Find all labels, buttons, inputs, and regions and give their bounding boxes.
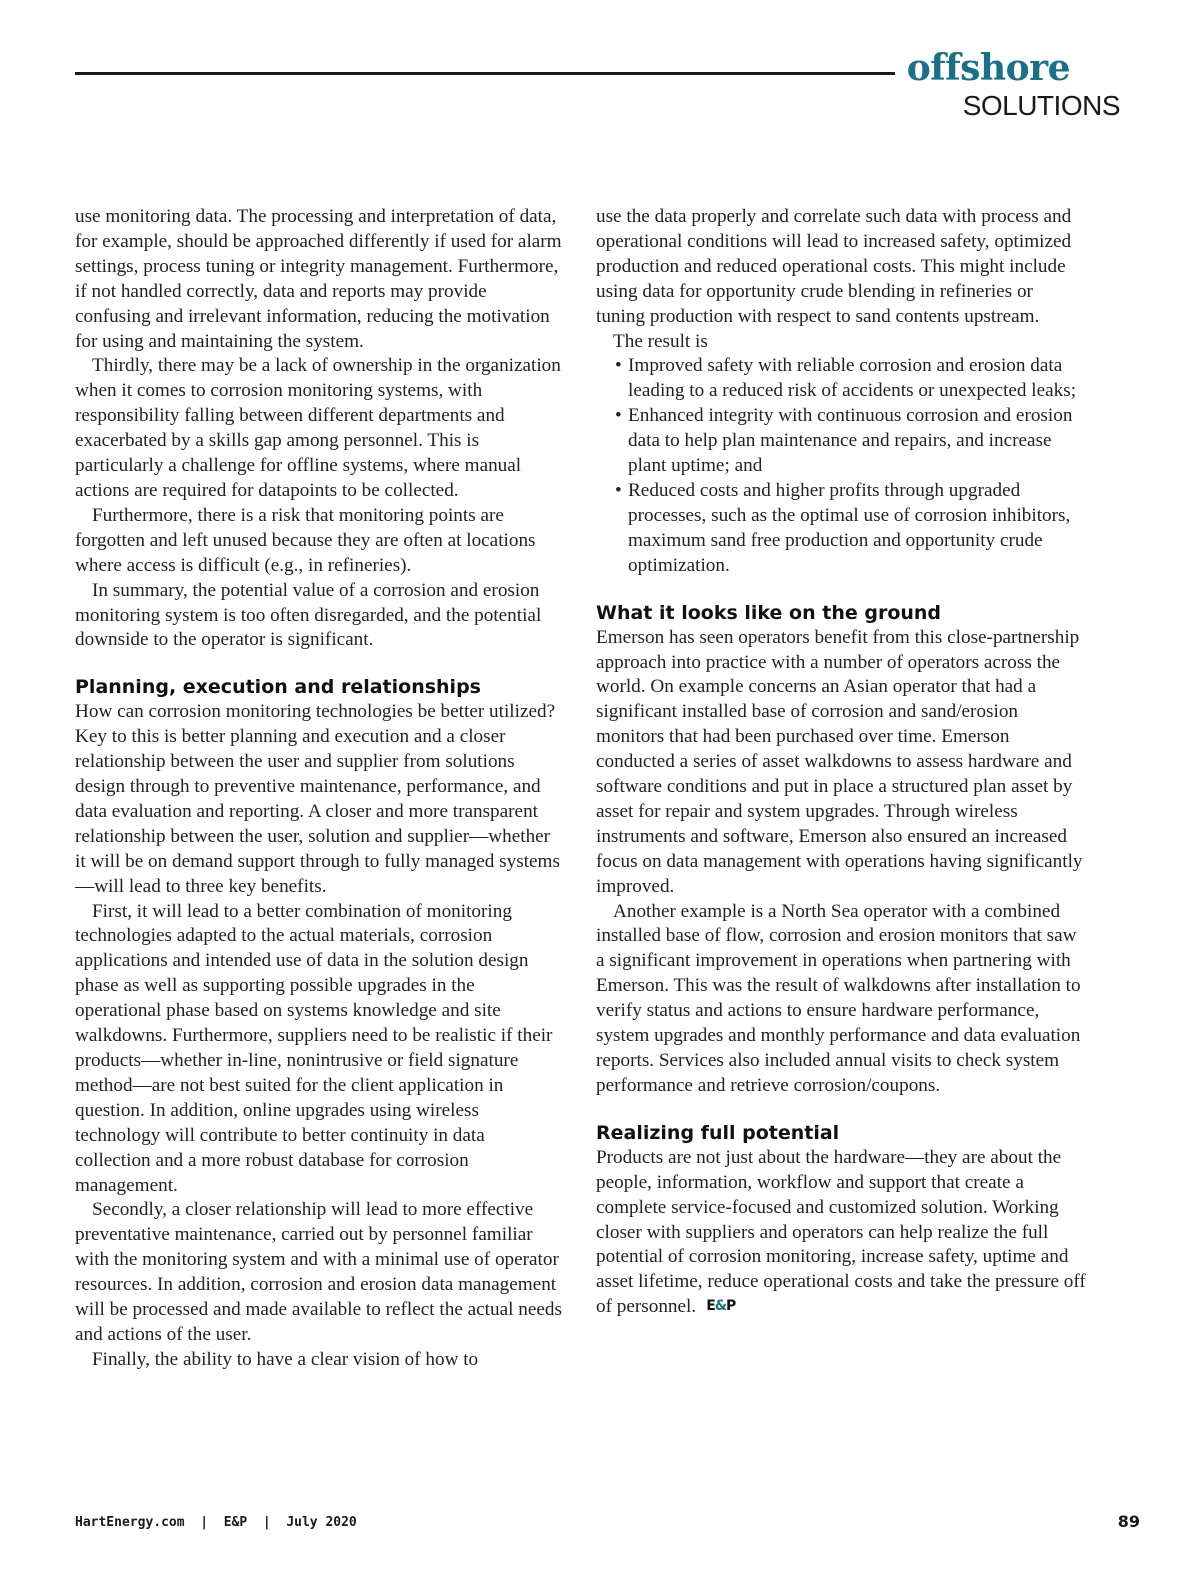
section-subtitle: SOLUTIONS — [962, 90, 1120, 121]
section-title: offshore — [906, 47, 1070, 89]
paragraph: Furthermore, there is a risk that monitoring points are forgotten and left unused because they are often at locations where access is difficult (e.g., in refineries). — [75, 504, 536, 576]
subheading: Realizing full potential — [596, 1121, 840, 1144]
subheading: What it looks like on the ground — [596, 601, 942, 624]
paragraph: Finally, the ability to have a clear vision of how to — [92, 1348, 479, 1370]
list-item — [596, 354, 1086, 404]
paragraph: Thirdly, there may be a lack of ownership in the organization when it comes to corrosion monitoring systems, with responsibility falling between different departments and exacerbated by a skills gap among personnel. This is particularly a challenge for offline systems, where manual actions are required for datapoints to be collected. — [75, 355, 561, 501]
bullet-list — [596, 354, 1086, 578]
paragraph: How can corrosion monitoring technologies be better utilized? Key to this is better planning and execution and a closer relationship between the user and supplier from solutions design through to preventive maintenance, performance, and data evaluation and reporting. A closer and more transparent relationship between the user, solution and supplier—whether it will be on demand support through to fully managed systems—will lead to three key benefits. — [75, 701, 560, 897]
left-column — [75, 205, 565, 1373]
paragraph: The result is — [613, 330, 708, 352]
bullet-icon: • — [615, 479, 622, 501]
bullet-icon: • — [615, 405, 622, 427]
list-item-text: Reduced costs and higher profits through upgraded processes, such as the optimal use of corrosion inhibitors, maximum sand free production and opportunity crude optimization. — [628, 479, 1071, 576]
paragraph: First, it will lead to a better combination of monitoring technologies adapted to the actual materials, corrosion applications and intended use of data in the solution design phase as well as supporting possible upgrades in the operational phase based on systems knowledge and site walkdowns. Furthermore, suppliers need to be realistic if their products—whether in-line, nonintrusive or field signature method—are not best suited for the client application in question. In addition, online upgrades using wireless technology will contribute to better continuity in data collection and a more robust database for corrosion management. — [75, 900, 553, 1196]
paragraph: Another example is a North Sea operator with a combined installed base of flow, corrosion and erosion monitors that saw a significant improvement in operations when partnering with Emerson. This was the result of walkdowns after installation to verify status and actions to ensure hardware performance, system upgrades and monthly performance and data evaluation reports. Services also included annual visits to check system performance and retrieve corrosion/coupons. — [596, 900, 1081, 1096]
paragraph — [596, 1146, 1086, 1320]
paragraph-text: Products are not just about the hardware—they are about the people, information, workflow and support that create a complete service-focused and customized solution. Working closer with suppliers and operators can help realize the full potential of corrosion monitoring, increase safety, uptime and asset lifetime, reduce operational costs and take the pressure off of personnel. — [596, 1146, 1086, 1318]
paragraph: Secondly, a closer relationship will lead to more effective preventative maintenance, carried out by personnel familiar with the monitoring system and with a minimal use of operator resources. In addition, corrosion and erosion data management will be processed and made available to reflect the actual needs and actions of the user. — [75, 1199, 562, 1345]
paragraph: use monitoring data. The processing and interpretation of data, for example, should be approached differently if used for alarm settings, process tuning or integrity management. Furthermore, if not handled correctly, data and reports may provide confusing and irrelevant information, reducing the motivation for using and maintaining the system. — [75, 206, 562, 352]
header-rule — [75, 72, 895, 75]
footer-publication-info: HartEnergy.com | E&P | July 2020 — [75, 1515, 357, 1530]
right-column — [596, 205, 1086, 1320]
list-item — [596, 479, 1086, 579]
ep-logo-e: E — [706, 1298, 715, 1315]
bullet-icon: • — [615, 355, 622, 377]
ep-logo-icon — [706, 1299, 735, 1313]
list-item-text: Improved safety with reliable corrosion and erosion data leading to a reduced risk of accidents or unexpected leaks; — [628, 355, 1077, 402]
paragraph: Emerson has seen operators benefit from this close-partnership approach into practice with a number of operators across the world. On example concerns an Asian operator that had a significant installed base of corrosion and sand/erosion monitors that had been purchased over time. Emerson conducted a series of asset walkdowns to assess hardware and software conditions and put in place a structured plan asset by asset for repair and system upgrades. Through wireless instruments and software, Emerson also ensured an increased focus on data management with operations having significantly improved. — [596, 626, 1083, 897]
page-number: 89 — [1117, 1512, 1140, 1531]
subheading: Planning, execution and relationships — [75, 676, 481, 699]
list-item — [596, 404, 1086, 479]
list-item-text: Enhanced integrity with continuous corrosion and erosion data to help plan maintenance and repairs, and increase plant uptime; and — [628, 405, 1073, 477]
ep-logo-amp: & — [714, 1298, 726, 1315]
paragraph: In summary, the potential value of a corrosion and erosion monitoring system is too often disregarded, and the potential downside to the operator is significant. — [75, 579, 542, 651]
paragraph: use the data properly and correlate such data with process and operational conditions will lead to increased safety, optimized production and reduced operational costs. This might include using data for opportunity crude blending in refineries or tuning production with respect to sand contents upstream. — [596, 206, 1072, 327]
ep-logo-p: P — [725, 1298, 736, 1315]
